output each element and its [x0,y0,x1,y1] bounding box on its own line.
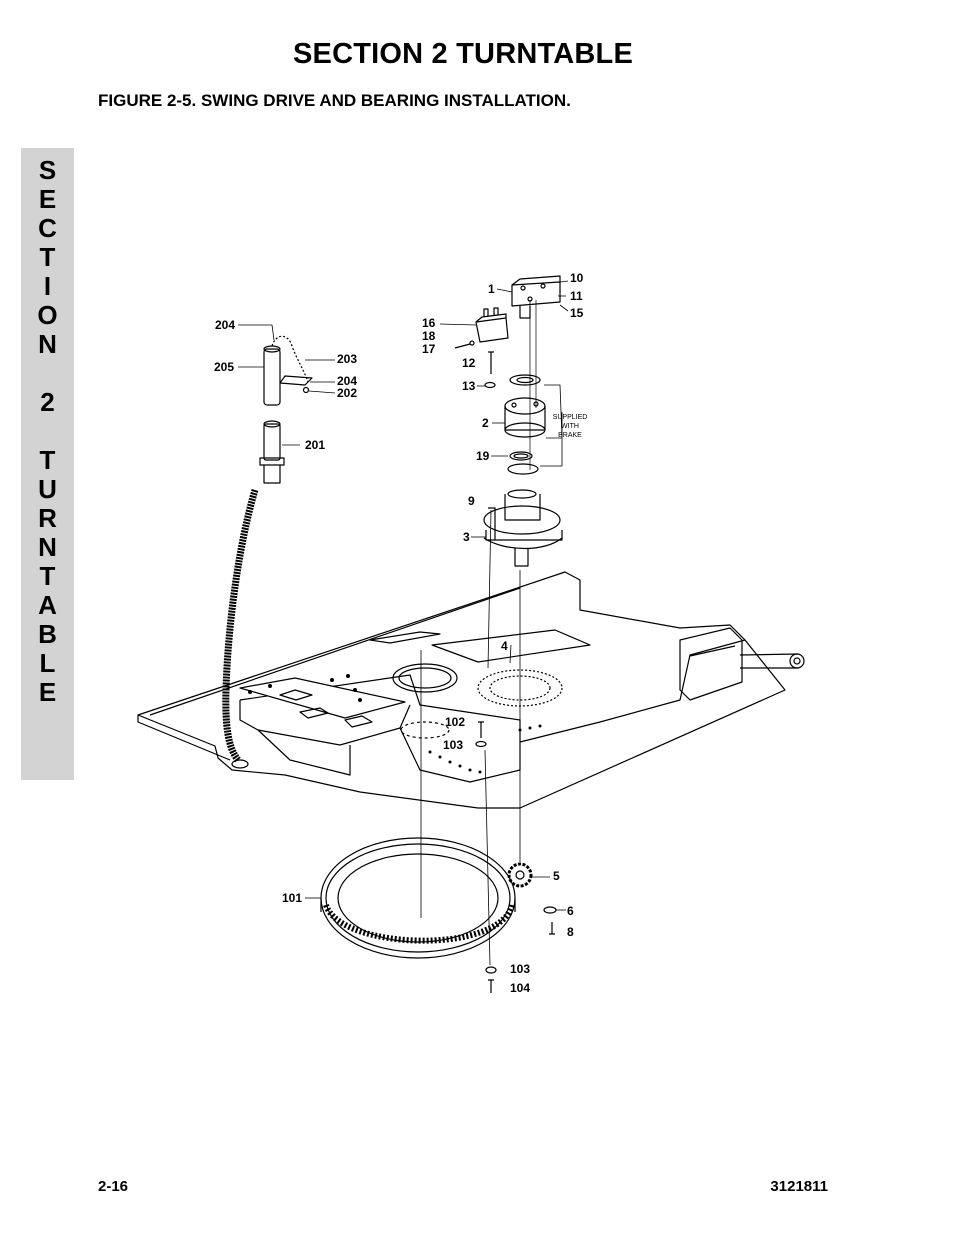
side-tab-letter: L [39,648,56,678]
callout-201: 201 [305,438,326,452]
washer-103-drawing [486,967,496,973]
document-number: 3121811 [770,1178,828,1195]
callout-2: 2 [482,416,489,430]
side-tab-letter: I [43,271,52,301]
callout-18: 18 [422,329,436,343]
side-tab-letter: C [38,213,57,243]
callout-102: 102 [445,715,466,729]
callout-19: 19 [476,449,490,463]
callout-3: 3 [463,530,470,544]
side-tab-letter: T [39,561,56,591]
callout-104: 104 [510,981,531,995]
bolt-8-drawing [549,922,555,934]
side-tab-letter: E [38,184,57,214]
page-title: SECTION 2 TURNTABLE [293,38,633,70]
callout-6: 6 [567,904,574,918]
washer-103-upper-drawing [476,742,486,747]
brake-note-line-3: BRAKE [558,432,582,439]
side-tab-letter: U [38,474,57,504]
side-tab-letter: E [38,677,57,707]
callout-12: 12 [462,356,476,370]
side-tab-letter: N [38,532,57,562]
callout-9: 9 [468,494,475,508]
swing-bearing-drawing [321,838,515,958]
callout-205: 205 [214,360,235,374]
side-tab-letter: N [38,329,57,359]
callout-16: 16 [422,316,436,330]
callout-103-upper: 103 [443,738,464,752]
callout-101: 101 [282,891,303,905]
callout-10: 10 [570,271,584,285]
callout-13: 13 [462,379,476,393]
swing-drive-drawing [455,276,562,566]
bolt-102-drawing [478,722,484,738]
side-tab-letter: T [39,445,56,475]
washer-6-drawing [544,907,556,913]
center-lines [421,510,520,965]
bolt-104-drawing [488,980,494,993]
side-tab-letter: R [38,503,57,533]
side-tab-letter: O [37,300,58,330]
callout-4: 4 [501,639,508,653]
callout-203: 203 [337,352,358,366]
side-tab-letter: A [38,590,57,620]
callout-1: 1 [488,282,495,296]
side-tab-letter: S [38,155,57,185]
callout-8: 8 [567,925,574,939]
side-tab-letter: B [38,619,57,649]
page-number: 2-16 [98,1178,129,1195]
callout-202: 202 [337,386,358,400]
callout-204-top: 204 [215,318,236,332]
figure-caption: FIGURE 2-5. SWING DRIVE AND BEARING INSTALLATION. [98,91,571,110]
turntable-frame-drawing [138,572,804,808]
callout-5: 5 [553,869,560,883]
callout-11: 11 [570,289,583,303]
callout-103-lower: 103 [510,962,531,976]
callout-17: 17 [422,342,436,356]
callout-15: 15 [570,306,584,320]
side-tab-letter: 2 [40,387,55,417]
side-tab-letter: T [39,242,56,272]
brake-note-line-1: SUPPLIED [552,414,588,421]
brake-note-line-2: WITH [561,423,579,430]
callout-204-bottom: 204 [337,374,358,388]
